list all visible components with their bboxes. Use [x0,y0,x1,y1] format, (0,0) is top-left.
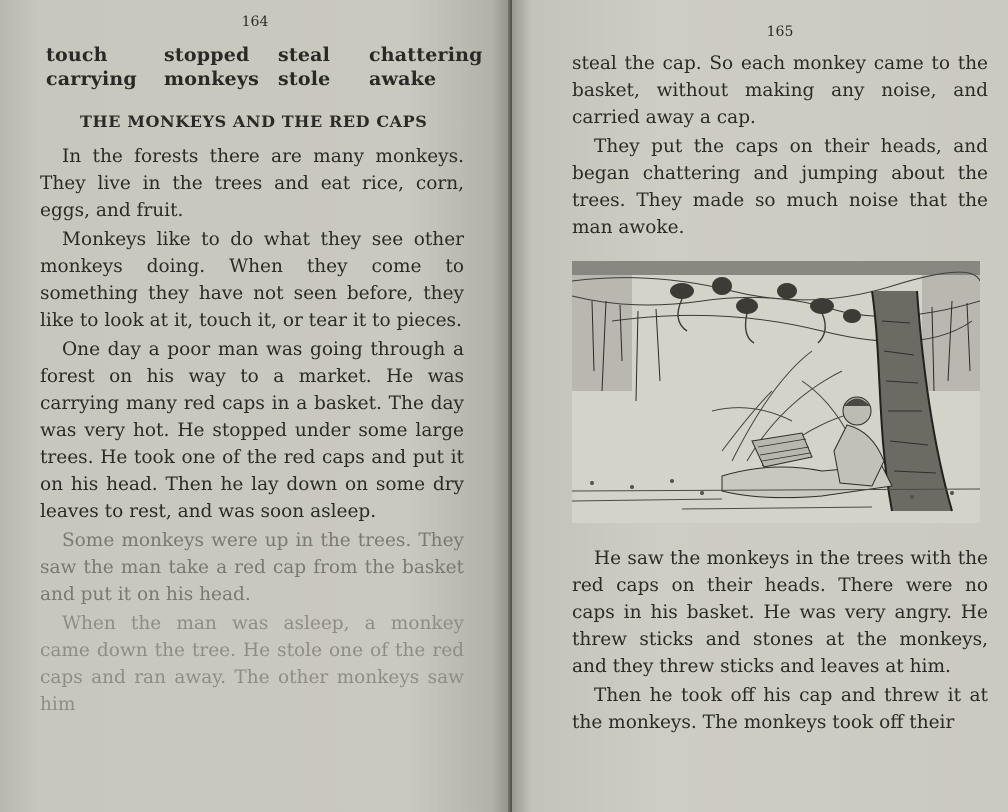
paragraph: He saw the monkeys in the trees with the red caps on their heads. There were no caps in his basket. He was very angry. He threw sticks and stones at the monkeys, and they threw sticks and leaves at him. [572,548,988,677]
vocab-word: monkeys [164,68,259,90]
vocab-word: steal [278,44,331,66]
vocab-word: touch [46,44,108,66]
vocab-word: carrying [46,68,137,90]
right-page [512,0,1008,812]
paragraph: When the man was asleep, a monkey came down the tree. He stole one of the red caps and ran away. The other monkeys saw him [40,613,464,715]
vocabulary-list [46,44,512,90]
illustration [572,261,980,523]
paragraph: In the forests there are many monkeys. They live in the trees and eat rice, corn, eggs, and fruit. [40,146,464,221]
page-number: 164 [241,14,269,30]
paragraph: Then he took off his cap and threw it at the monkeys. The monkeys took off their [572,685,988,733]
vocab-word: chattering [369,44,483,66]
paragraph: One day a poor man was going through a forest on his way to a market. He was carrying many red caps in a basket. The day was very hot. He stopped under some large trees. He took one of the red caps and put it on his head. Then he lay down on some dry leaves to rest, and was soon asleep. [40,339,464,522]
paragraph: Monkeys like to do what they see other monkeys doing. When they come to something they have not seen before, they like to look at it, touch it, or tear it to pieces. [40,229,464,331]
paragraph: Some monkeys were up in the trees. They saw the man take a red cap from the basket and put it on his head. [40,530,464,605]
vocab-word: awake [369,68,437,90]
paragraph: steal the cap. So each monkey came to the basket, without making any noise, and carried away a cap. [572,53,988,128]
story-title: THE MONKEYS AND THE RED CAPS [80,112,428,131]
vocab-word: stole [278,68,331,90]
vocab-word: stopped [164,44,250,66]
paragraph: They put the caps on their heads, and began chattering and jumping about the trees. They made so much noise that the man awoke. [572,136,988,238]
page-number: 165 [766,24,794,40]
monkeys-tree-illustration [572,261,980,523]
